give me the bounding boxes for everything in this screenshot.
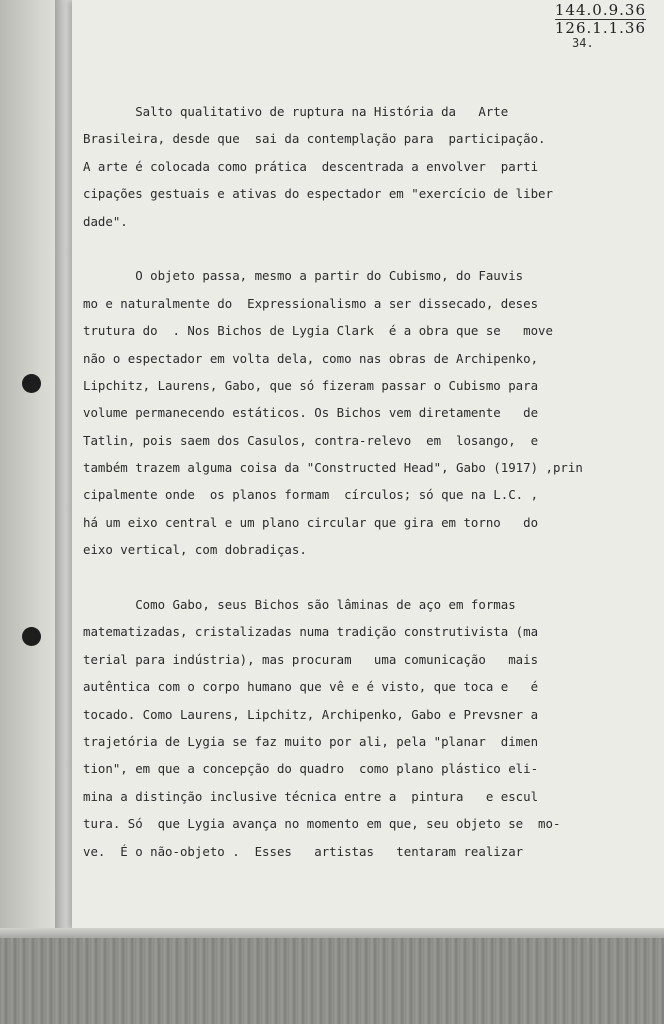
archive-ref-1: 144.0.9.36 bbox=[554, 1, 646, 19]
text-line: autêntica com o corpo humano que vê e é visto, que toca e é bbox=[83, 679, 539, 695]
paragraph-gap bbox=[83, 564, 583, 591]
text-line: mina a distinção inclusive técnica entre a pintura e escul bbox=[83, 788, 539, 804]
text-line: Salto qualitativo de ruptura na História da Arte bbox=[83, 104, 509, 119]
text-line: dade". bbox=[83, 213, 128, 229]
paragraph-gap bbox=[83, 235, 583, 262]
text-line: ve. É o não-objeto . Esses artistas tentaram realizar bbox=[83, 843, 524, 859]
punch-hole-top bbox=[22, 374, 41, 393]
text-line: Brasileira, desde que sai da contemplação para participação. bbox=[83, 131, 546, 147]
text-line: Como Gabo, seus Bichos são lâminas de aço em formas bbox=[83, 597, 516, 613]
text-line: não o espectador em volta dela, como nas obras de Archipenko, bbox=[83, 350, 539, 366]
archive-reference bbox=[555, 2, 646, 37]
text-line: tion", em que a concepção do quadro como plano plástico eli- bbox=[83, 761, 539, 777]
text-line: tocado. Como Laurens, Lipchitz, Archipenko, Gabo e Prevsner a bbox=[83, 706, 539, 722]
scanner-bed bbox=[0, 928, 664, 1024]
text-line: Tatlin, pois saem dos Casulos, contra-relevo em losango, e bbox=[83, 432, 539, 448]
text-line: Lipchitz, Laurens, Gabo, que só fizeram passar o Cubismo para bbox=[83, 377, 539, 393]
text-line: cipações gestuais e ativas do espectador em "exercício de liber bbox=[83, 186, 553, 202]
text-line: matematizadas, cristalizadas numa tradição construtivista (ma bbox=[83, 624, 539, 640]
text-line: mo e naturalmente do Expressionalismo a ser dissecado, deses bbox=[83, 295, 539, 311]
document-body bbox=[83, 98, 583, 865]
text-line: eixo vertical, com dobradiças. bbox=[83, 542, 307, 558]
text-line: O objeto passa, mesmo a partir do Cubismo, do Fauvis bbox=[83, 268, 524, 284]
text-line: volume permanecendo estáticos. Os Bichos vem diretamente de bbox=[83, 405, 539, 421]
text-line: cipalmente onde os planos formam círculos; só que na L.C. , bbox=[83, 487, 539, 503]
punch-hole-bottom bbox=[22, 627, 41, 646]
text-line: A arte é colocada como prática descentrada a envolver parti bbox=[83, 158, 539, 174]
text-line: terial para indústria), mas procuram uma comunicação mais bbox=[83, 651, 539, 667]
text-line: trajetória de Lygia se faz muito por ali, pela "planar dimen bbox=[83, 733, 539, 749]
text-line: também trazem alguma coisa da "Constructed Head", Gabo (1917) ,prin bbox=[83, 460, 583, 476]
archive-ref-2: 126.1.1.36 bbox=[554, 19, 646, 37]
text-line: tura. Só que Lygia avança no momento em que, seu objeto se mo- bbox=[83, 816, 561, 832]
text-line: trutura do . Nos Bichos de Lygia Clark é a obra que se move bbox=[83, 323, 553, 339]
page-number: 34. bbox=[572, 36, 594, 50]
text-line: há um eixo central e um plano circular que gira em torno do bbox=[83, 514, 539, 530]
